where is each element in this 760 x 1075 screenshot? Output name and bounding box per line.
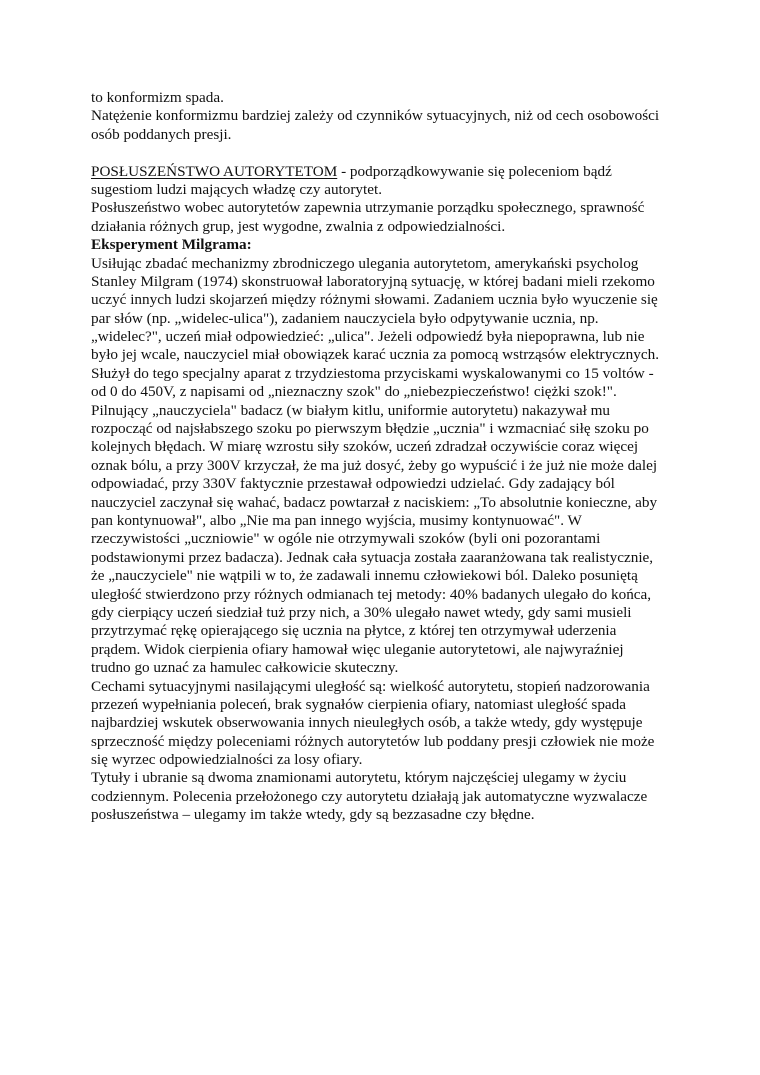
body-line: było jej wcale, nauczyciel miał obowiązek karać ucznia za pomocą wstrząsów elektrycznych. xyxy=(91,346,659,364)
body-line: Służył do tego specjalny aparat z trzydziestoma przyciskami wyskalowanymi co 15 voltów - xyxy=(91,364,654,382)
paragraph-spacer xyxy=(91,144,656,162)
body-line: posłuszeństwa – ulegamy im także wtedy, gdy są bezzasadne czy błędne. xyxy=(91,806,535,824)
body-line: gdy cierpiący uczeń siedział tuż przy nich, a 30% ulegało nawet wtedy, gdy sami musieli xyxy=(91,603,632,621)
body-line: oznak bólu, a przy 300V krzyczał, że ma już dosyć, żeby go wypuścić i że już nie może dalej xyxy=(91,456,658,474)
body-line: pan kontynuował", albo „Nie ma pan innego wyjścia, musimy kontynuować". W xyxy=(91,511,582,529)
section-heading-line xyxy=(91,163,656,181)
body-line: uległość stwierdzono przy różnych odmianach tej metody: 40% badanych ulegało do końca, xyxy=(91,585,652,603)
body-line: „widelec?", uczeń miał odpowiedzieć: „ulica". Jeżeli odpowiedź była niepoprawna, lub nie xyxy=(91,328,645,346)
body-line: sprzeczność między poleceniami różnych autorytetów lub poddany presji człowiek nie może xyxy=(91,732,655,750)
body-paragraphs xyxy=(91,254,659,825)
body-line: codziennym. Polecenia przełożonego czy autorytetu działają jak automatyczne wyzwalacze xyxy=(91,787,648,805)
section-heading: POSŁUSZEŃSTWO AUTORYTETOM xyxy=(91,162,338,180)
body-line: Tytuły i ubranie są dwoma znamionami autorytetu, którym najczęściej ulegamy w życiu xyxy=(91,769,627,787)
definition-line: działania różnych grup, jest wygodne, zwalnia z odpowiedzialności. xyxy=(91,217,506,235)
body-line: Usiłując zbadać mechanizmy zbrodniczego ulegania autorytetom, amerykański psycholog xyxy=(91,254,639,272)
body-line: przezeń wypełniania poleceń, brak sygnałów cierpienia ofiary, natomiast uległość spada xyxy=(91,695,627,713)
body-line: Cechami sytuacyjnymi nasilającymi uległość są: wielkość autorytetu, stopień nadzorowania xyxy=(91,677,650,695)
body-line: par słów (np. „widelec-ulica"), zadaniem nauczyciela było odpytywanie ucznia, np. xyxy=(91,309,599,327)
intro-line: osób poddanych presji. xyxy=(91,125,232,143)
experiment-title: Eksperyment Milgrama: xyxy=(91,236,252,254)
body-line: prądem. Widok cierpienia ofiary hamował więc uleganie autorytetowi, ale najwyraźniej xyxy=(91,640,624,658)
body-line: trudno go uznać za hamulec całkowicie skuteczny. xyxy=(91,659,399,677)
body-line: Pilnujący „nauczyciela" badacz (w białym kitlu, uniformie autorytetu) nakazywał mu xyxy=(91,401,611,419)
definition-line: Posłuszeństwo wobec autorytetów zapewnia utrzymanie porządku społecznego, sprawność xyxy=(91,199,645,217)
section-heading-definition: - podporządkowywanie się poleceniom bądź xyxy=(337,162,612,180)
definition-line: sugestiom ludzi mających władzę czy autorytet. xyxy=(91,180,382,198)
intro-line: Natężenie konformizmu bardziej zależy od czynników sytuacyjnych, niż od cech osobowości xyxy=(91,107,660,125)
body-line: że „nauczyciele" nie wątpili w to, że zadawali innemu człowiekowi ból. Daleko posuniętą xyxy=(91,567,638,585)
body-line: rozpocząć od najsłabszego szoku po pierwszym błędzie „ucznia" i wzmacniać siłę szoku po xyxy=(91,420,649,438)
body-line: nauczyciel zaczynał się wahać, badacz powtarzał z naciskiem: „To absolutnie konieczne, aby xyxy=(91,493,658,511)
document-text xyxy=(91,89,660,825)
body-line: podstawionymi przez badacza). Jednak cała sytuacja została zaaranżowana tak realistycznie, xyxy=(91,548,654,566)
body-line: najbardziej wskutek obserwowania innych nieuległych osób, a także wtedy, gdy występuje xyxy=(91,714,643,732)
body-line: odpowiadać, przy 330V faktycznie przestawał odpowiedzi udzielać. Gdy zadający ból xyxy=(91,475,615,493)
body-line: od 0 do 450V, z napisami od „nieznaczny szok" do „niebezpieczeństwo! ciężki szok!". xyxy=(91,383,617,401)
body-line: przytrzymać rękę opierającego się ucznia na płytce, z której ten otrzymywał uderzenia xyxy=(91,622,617,640)
body-line: Stanley Milgram (1974) skonstruował laboratoryjną sytuację, w której badani mieli rzekomo xyxy=(91,272,655,290)
body-line: rzeczywistości „uczniowie" w ogóle nie otrzymywali szoków (byli oni pozorantami xyxy=(91,530,601,548)
intro-line: to konformizm spada. xyxy=(91,89,224,106)
body-line: uczyć innych ludzi skojarzeń między różnymi słowami. Zadaniem ucznia było wyuczenie się xyxy=(91,291,658,309)
body-line: kolejnych błędach. W miarę wzrostu siły szoków, uczeń zdradzał oczywiście coraz więcej xyxy=(91,438,639,456)
body-line: się wyrzec odpowiedzialności za losy ofiary. xyxy=(91,751,363,769)
